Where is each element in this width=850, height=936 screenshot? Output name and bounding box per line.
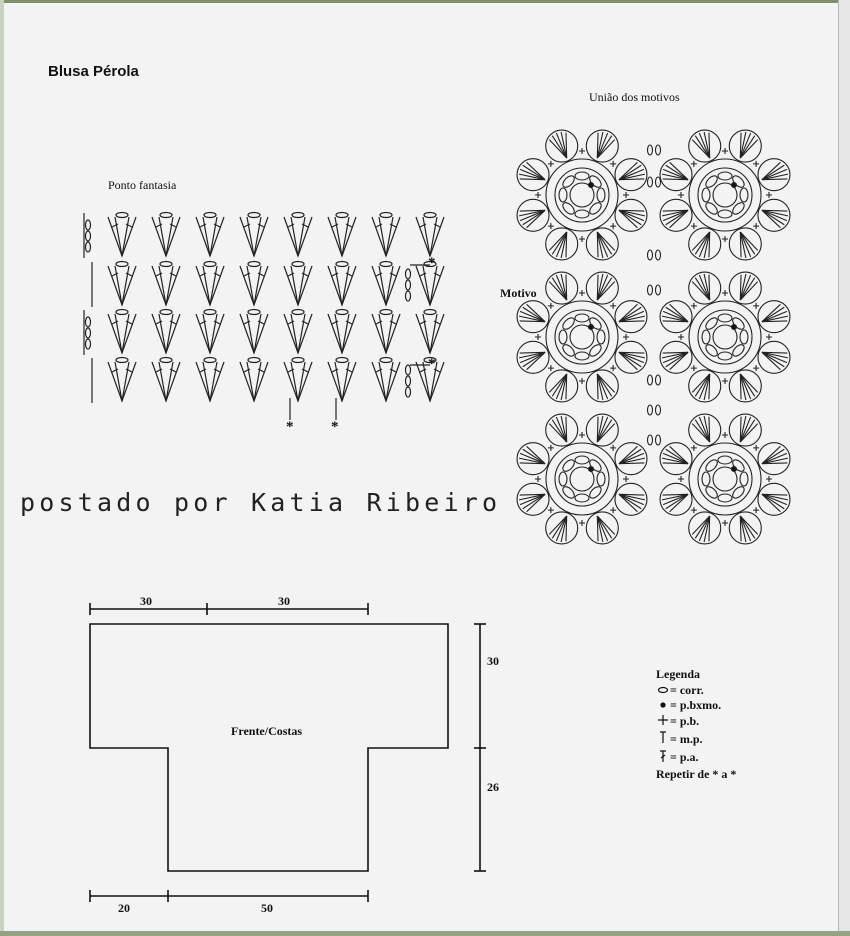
motifs-title: União dos motivos [589, 90, 680, 104]
dimension-right-upper: 30 [487, 654, 499, 668]
repeat-mark-right-bottom: * [428, 356, 436, 372]
page-title: Blusa Pérola [48, 63, 139, 80]
slip-stitch-dot-icon [656, 698, 670, 714]
legend-item: = corr. [656, 683, 736, 699]
legend-repeat-note: Repetir de * a * [656, 767, 737, 781]
repeat-mark-bottom-right: * [331, 419, 339, 435]
schematic-outline [90, 624, 448, 871]
dimension-top-left: 30 [140, 594, 152, 608]
dimension-bottom-left: 20 [118, 901, 130, 915]
legend-title: Legenda [656, 667, 701, 681]
legend-item: = m.p. [656, 730, 736, 749]
legend [656, 667, 736, 783]
chain-oval-icon [656, 683, 670, 699]
watermark-text: postado por Katia Ribeiro [20, 488, 502, 517]
half-double-crochet-icon [656, 730, 670, 749]
stitch-chart-label: Ponto fantasia [108, 178, 177, 192]
dimension-right-lower: 26 [487, 780, 499, 794]
piece-label: Frente/Costas [231, 724, 303, 738]
double-crochet-icon [656, 749, 670, 768]
single-crochet-cross-icon [656, 714, 670, 731]
legend-item: = p.b. [656, 714, 736, 731]
dimension-bottom-right: 50 [261, 901, 273, 915]
dimension-top-right: 30 [278, 594, 290, 608]
repeat-mark-right-top: * [428, 255, 436, 271]
legend-item: = p.bxmo. [656, 698, 736, 714]
motif-label: Motivo [500, 286, 537, 300]
repeat-mark-bottom-left: * [286, 419, 294, 435]
legend-item: = p.a. [656, 749, 736, 768]
